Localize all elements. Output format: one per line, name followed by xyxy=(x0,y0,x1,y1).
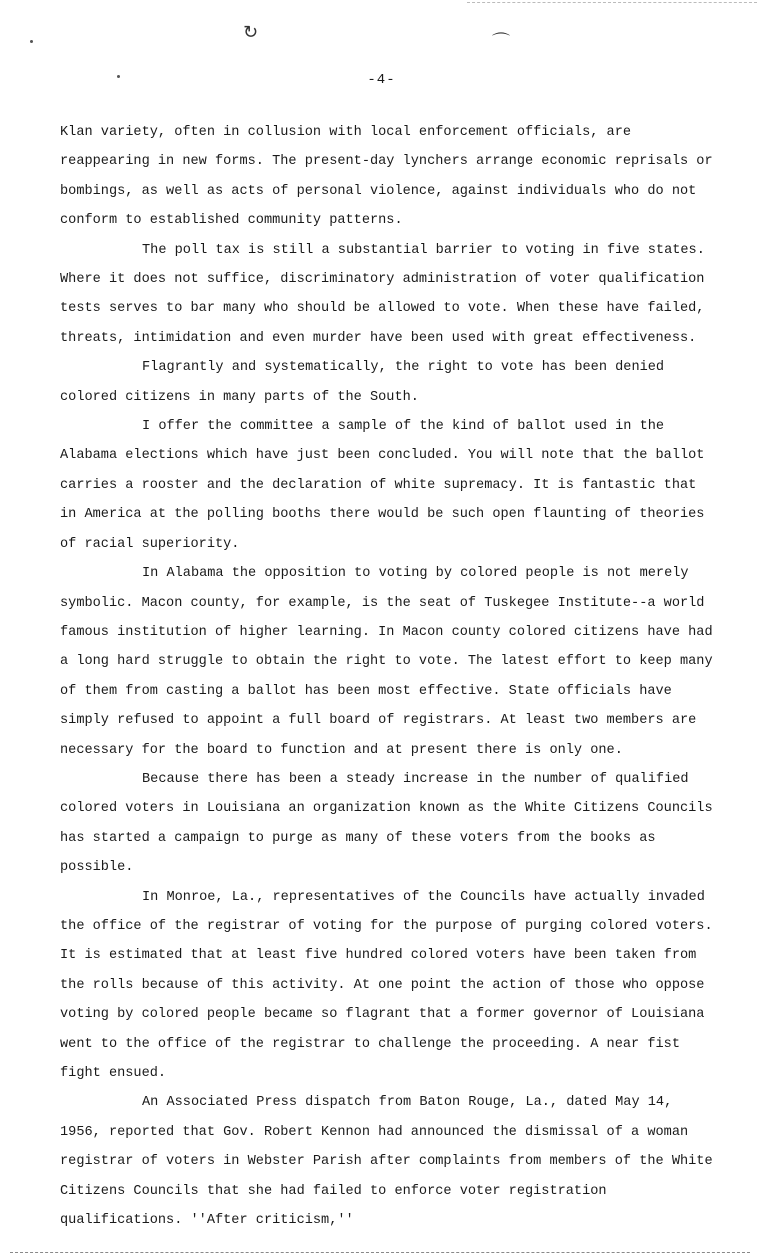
paragraph: An Associated Press dispatch from Baton Rouge, La., dated May 14, 1956, reported that Gov. Robert Kennon had announced the dismissal of a woman registrar of voters in Webster Parish after complaints from members of the White Citizens Councils that she had failed to enforce voter registration qualifications. ''After criticism,'' xyxy=(60,1095,713,1229)
paragraph: In Alabama the opposition to voting by colored people is not merely symbolic. Macon county, for example, is the seat of Tuskegee Institute--a world famous institution of higher learning. In Macon county colored citizens have had a long hard struggle to obtain the right to vote. The latest effort to keep many of them from casting a ballot has been most effective. State officials have simply refused to appoint a full board of registrars. At least two members are necessary for the board to function and at present there is only one. xyxy=(60,566,713,758)
pen-mark: ⌒ xyxy=(492,32,510,53)
paragraph: In Monroe, La., representatives of the Councils have actually invaded the office of the registrar of voting for the purpose of purging colored voters. It is estimated that at least five hundred colored voters have been taken from the rolls because of this activity. At one point the action of those who oppose voting by colored people became so flagrant that a former governor of Louisiana went to the office of the registrar to challenge the proceeding. A near fist fight ensued. xyxy=(60,889,713,1081)
page-number: -4- xyxy=(367,72,396,88)
paragraph: I offer the committee a sample of the kind of ballot used in the Alabama elections which have just been concluded. You will note that the ballot carries a rooster and the declaration of white supremacy. It is fantastic that in America at the polling booths there would be such open flaunting of theories of racial superiority. xyxy=(60,419,705,552)
paragraph: Klan variety, often in collusion with local enforcement officials, are reappearing in new forms. The present-day lynchers arrange economic reprisals or bombings, as well as acts of personal violence, against individuals who do not conform to established community patterns. xyxy=(60,125,713,229)
scan-edge-marks xyxy=(467,2,757,4)
pen-mark: ↻ xyxy=(243,22,259,43)
paragraph: The poll tax is still a substantial barrier to voting in five states. Where it does not suffice, discriminatory administration of voter qualification tests serves to bar many who should be allowed to vote. When these have failed, threats, intimidation and even murder have been used with great effectiveness. xyxy=(60,242,705,346)
scan-bottom-edge xyxy=(10,1252,750,1254)
document-body xyxy=(60,118,715,1235)
scan-speck xyxy=(30,40,33,43)
paragraph: Flagrantly and systematically, the right to vote has been denied colored citizens in many parts of the South. xyxy=(60,360,665,405)
paragraph: Because there has been a steady increase in the number of qualified colored voters in Louisiana an organization known as the White Citizens Councils has started a campaign to purge as many of these voters from the books as possible. xyxy=(60,771,713,876)
